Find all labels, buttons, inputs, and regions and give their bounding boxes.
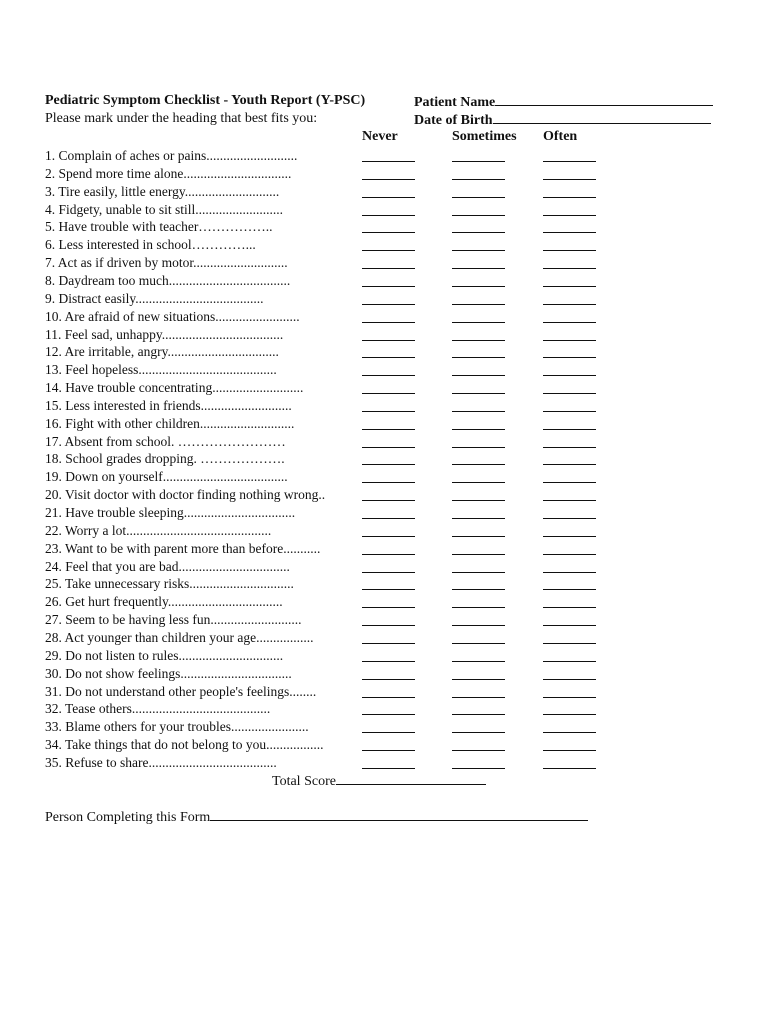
checklist-item: 2. Spend more time alone................................ [45, 165, 292, 181]
column-header-often: Often [543, 129, 578, 144]
answer-blank-sometimes[interactable] [452, 429, 505, 430]
checklist-item: 28. Act younger than children your age................. [45, 629, 314, 645]
answer-blank-sometimes[interactable] [452, 322, 505, 323]
answer-blank-never[interactable] [362, 393, 415, 394]
person-completing-blank[interactable] [210, 808, 588, 821]
total-score-field[interactable] [272, 772, 486, 790]
answer-blank-never[interactable] [362, 679, 415, 680]
answer-blank-often[interactable] [543, 750, 596, 751]
checklist-item: 3. Tire easily, little energy............................ [45, 183, 280, 199]
checklist-item: 6. Less interested in school…………... [45, 237, 256, 253]
answer-blank-sometimes[interactable] [452, 572, 505, 573]
answer-blank-never[interactable] [362, 215, 415, 216]
checklist-item: 9. Distract easily...................................... [45, 290, 264, 306]
answer-blank-often[interactable] [543, 500, 596, 501]
checklist-item: 22. Worry a lot........................................... [45, 522, 272, 538]
answer-blank-never[interactable] [362, 304, 415, 305]
answer-blank-often[interactable] [543, 215, 596, 216]
answer-blank-often[interactable] [543, 286, 596, 287]
answer-blank-never[interactable] [362, 179, 415, 180]
column-header-never: Never [362, 129, 398, 144]
answer-blank-often[interactable] [543, 250, 596, 251]
answer-blank-often[interactable] [543, 518, 596, 519]
checklist-item: 34. Take things that do not belong to you................. [45, 737, 324, 753]
answer-blank-often[interactable] [543, 643, 596, 644]
column-header-sometimes: Sometimes [452, 129, 517, 144]
answer-blank-never[interactable] [362, 554, 415, 555]
checklist-item: 27. Seem to be having less fun........................... [45, 612, 302, 628]
patient-name-label: Patient Name [414, 95, 496, 110]
answer-blank-never[interactable] [362, 572, 415, 573]
answer-blank-sometimes[interactable] [452, 536, 505, 537]
answer-blank-never[interactable] [362, 714, 415, 715]
checklist-item: 19. Down on yourself..................................... [45, 469, 288, 485]
answer-blank-often[interactable] [543, 679, 596, 680]
answer-blank-never[interactable] [362, 357, 415, 358]
person-completing-label: Person Completing this Form [45, 810, 211, 825]
answer-blank-often[interactable] [543, 197, 596, 198]
checklist-item: 16. Fight with other children............................ [45, 415, 295, 431]
answer-blank-sometimes[interactable] [452, 589, 505, 590]
checklist-item: 12. Are irritable, angry................................. [45, 344, 279, 360]
checklist-item: 10. Are afraid of new situations......................... [45, 308, 300, 324]
answer-blank-often[interactable] [543, 322, 596, 323]
form-title: Pediatric Symptom Checklist - Youth Report (Y-PSC) [45, 93, 366, 108]
patient-name-field[interactable] [414, 93, 713, 111]
answer-blank-never[interactable] [362, 661, 415, 662]
checklist-item: 25. Take unnecessary risks............................... [45, 576, 294, 592]
answer-blank-often[interactable] [543, 697, 596, 698]
checklist-item: 29. Do not listen to rules............................... [45, 647, 284, 663]
answer-blank-sometimes[interactable] [452, 250, 505, 251]
total-score-label: Total Score [272, 774, 336, 789]
checklist-item: 20. Visit doctor with doctor finding nothing wrong.. [45, 487, 326, 503]
answer-blank-sometimes[interactable] [452, 732, 505, 733]
answer-blank-never[interactable] [362, 232, 415, 233]
answer-blank-never[interactable] [362, 250, 415, 251]
checklist-item: 17. Absent from school. …………………… [45, 433, 286, 449]
checklist-item: 26. Get hurt frequently.................................. [45, 594, 283, 610]
answer-blank-often[interactable] [543, 232, 596, 233]
answer-blank-never[interactable] [362, 732, 415, 733]
answer-blank-often[interactable] [543, 714, 596, 715]
answer-blank-never[interactable] [362, 322, 415, 323]
form-instruction: Please mark under the heading that best fits you: [45, 111, 318, 126]
patient-name-blank[interactable] [495, 93, 713, 106]
checklist-item: 35. Refuse to share...................................... [45, 754, 277, 770]
answer-blank-sometimes[interactable] [452, 554, 505, 555]
answer-blank-sometimes[interactable] [452, 661, 505, 662]
answer-blank-sometimes[interactable] [452, 357, 505, 358]
answer-blank-often[interactable] [543, 464, 596, 465]
answer-blank-never[interactable] [362, 643, 415, 644]
answer-blank-never[interactable] [362, 197, 415, 198]
answer-blank-never[interactable] [362, 268, 415, 269]
answer-blank-sometimes[interactable] [452, 215, 505, 216]
answer-blank-often[interactable] [543, 482, 596, 483]
answer-blank-never[interactable] [362, 161, 415, 162]
answer-blank-sometimes[interactable] [452, 304, 505, 305]
answer-blank-often[interactable] [543, 304, 596, 305]
answer-blank-sometimes[interactable] [452, 464, 505, 465]
answer-blank-often[interactable] [543, 554, 596, 555]
checklist-item: 24. Feel that you are bad................................. [45, 558, 290, 574]
answer-blank-often[interactable] [543, 661, 596, 662]
answer-blank-never[interactable] [362, 697, 415, 698]
answer-blank-sometimes[interactable] [452, 500, 505, 501]
answer-blank-never[interactable] [362, 375, 415, 376]
answer-blank-never[interactable] [362, 518, 415, 519]
checklist-item: 21. Have trouble sleeping................................. [45, 505, 296, 520]
answer-blank-never[interactable] [362, 500, 415, 501]
checklist-item: 18. School grades dropping. ………………. [45, 451, 285, 467]
answer-blank-never[interactable] [362, 607, 415, 608]
answer-blank-never[interactable] [362, 482, 415, 483]
answer-blank-never[interactable] [362, 768, 415, 769]
answer-blank-sometimes[interactable] [452, 714, 505, 715]
checklist-item: 33. Blame others for your troubles....................... [45, 719, 309, 735]
answer-blank-sometimes[interactable] [452, 750, 505, 751]
answer-blank-often[interactable] [543, 429, 596, 430]
answer-blank-never[interactable] [362, 286, 415, 287]
date-of-birth-label: Date of Birth [414, 113, 493, 128]
answer-blank-never[interactable] [362, 340, 415, 341]
checklist-item: 8. Daydream too much.................................... [45, 272, 291, 288]
answer-blank-often[interactable] [543, 732, 596, 733]
date-of-birth-blank[interactable] [493, 111, 711, 124]
answer-blank-often[interactable] [543, 589, 596, 590]
answer-blank-sometimes[interactable] [452, 643, 505, 644]
answer-blank-sometimes[interactable] [452, 768, 505, 769]
answer-blank-never[interactable] [362, 536, 415, 537]
answer-blank-often[interactable] [543, 625, 596, 626]
answer-blank-sometimes[interactable] [452, 625, 505, 626]
answer-blank-sometimes[interactable] [452, 411, 505, 412]
answer-blank-sometimes[interactable] [452, 518, 505, 519]
answer-blank-never[interactable] [362, 429, 415, 430]
total-score-blank[interactable] [336, 772, 486, 785]
answer-blank-often[interactable] [543, 447, 596, 448]
answer-blank-sometimes[interactable] [452, 679, 505, 680]
answer-blank-often[interactable] [543, 607, 596, 608]
checklist-item: 14. Have trouble concentrating........................... [45, 380, 304, 396]
checklist-item: 31. Do not understand other people's feelings........ [45, 683, 317, 699]
answer-blank-often[interactable] [543, 179, 596, 180]
answer-blank-never[interactable] [362, 464, 415, 465]
answer-blank-sometimes[interactable] [452, 340, 505, 341]
answer-blank-often[interactable] [543, 268, 596, 269]
checklist-item: 13. Feel hopeless......................................... [45, 362, 277, 378]
answer-blank-often[interactable] [543, 768, 596, 769]
answer-blank-sometimes[interactable] [452, 697, 505, 698]
answer-blank-often[interactable] [543, 161, 596, 162]
answer-blank-often[interactable] [543, 340, 596, 341]
checklist-item: 30. Do not show feelings................................. [45, 665, 292, 681]
answer-blank-sometimes[interactable] [452, 607, 505, 608]
answer-blank-often[interactable] [543, 357, 596, 358]
answer-blank-never[interactable] [362, 411, 415, 412]
answer-blank-often[interactable] [543, 411, 596, 412]
answer-blank-sometimes[interactable] [452, 268, 505, 269]
answer-blank-sometimes[interactable] [452, 375, 505, 376]
answer-blank-never[interactable] [362, 750, 415, 751]
answer-blank-often[interactable] [543, 375, 596, 376]
answer-blank-never[interactable] [362, 625, 415, 626]
answer-blank-sometimes[interactable] [452, 161, 505, 162]
answer-blank-often[interactable] [543, 393, 596, 394]
checklist-item: 11. Feel sad, unhappy.................................... [45, 326, 284, 342]
checklist-item: 15. Less interested in friends........................... [45, 397, 292, 413]
answer-blank-sometimes[interactable] [452, 179, 505, 180]
checklist-item: 7. Act as if driven by motor............................ [45, 255, 288, 271]
person-completing-field[interactable] [45, 808, 588, 826]
answer-blank-sometimes[interactable] [452, 232, 505, 233]
answer-blank-sometimes[interactable] [452, 197, 505, 198]
checklist-item: 1. Complain of aches or pains........................... [45, 148, 298, 163]
answer-blank-often[interactable] [543, 572, 596, 573]
checklist-item: 32. Tease others......................................... [45, 701, 271, 717]
answer-blank-sometimes[interactable] [452, 393, 505, 394]
answer-blank-sometimes[interactable] [452, 447, 505, 448]
checklist-item: 4. Fidgety, unable to sit still.......................... [45, 201, 283, 217]
checklist-item: 5. Have trouble with teacher…………….. [45, 219, 273, 235]
date-of-birth-field[interactable] [414, 111, 711, 129]
checklist-item: 23. Want to be with parent more than before........... [45, 540, 321, 556]
answer-blank-never[interactable] [362, 589, 415, 590]
answer-blank-often[interactable] [543, 536, 596, 537]
answer-blank-sometimes[interactable] [452, 286, 505, 287]
answer-blank-never[interactable] [362, 447, 415, 448]
answer-blank-sometimes[interactable] [452, 482, 505, 483]
